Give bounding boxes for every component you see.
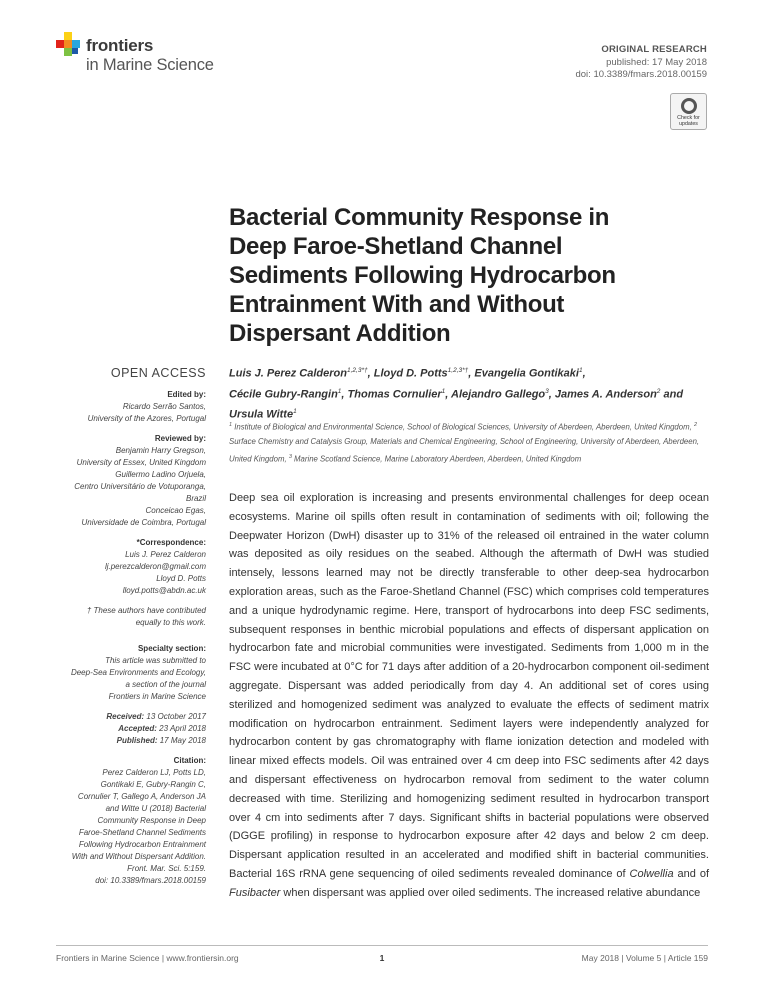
affiliations: $^1$ Institute of Biological and Environmental Science, School of Biological Sciences, University of Aberdeen, Aberdeen, United Kingdom, $^2$ Surface Chemistry and Catalysis Group, Materials and Chemical Engineering, School of Engineering, University of Aberdeen, Aberdeen, United Kingdom, $^3$ Marine Scotland Science, Marine Laboratory Aberdeen, Aberdeen, United Kingdom [229,422,700,464]
email-link[interactable]: lj.perezcalderon@gmail.com [104,562,206,571]
frontiers-logo-icon [56,32,82,62]
author-link[interactable]: James A. Anderson [554,388,657,401]
specialty-section: Specialty section: This article was submitted to Deep-Sea Environments and Ecology, a section of the journal Frontiers in Marine Science [70,644,206,701]
correspondence-section: *Correspondence: Luis J. Perez Calderon lj.perezcalderon@gmail.com Lloyd D. Potts lloyd.potts@abdn.ac.uk [56,537,206,597]
logo-text-frontiers: frontiers [86,36,154,55]
contribution-note: † These authors have contributed equally to this work. [86,606,206,627]
article-sidebar [56,366,206,895]
reviewed-by-section: Reviewed by: Benjamin Harry Gregson, University of Essex, United Kingdom Guillermo Ladino Orjuela, Centro Universitário de Votuporanga, Brazil Conceicao Egas, Universidade de Coimbra, Portugal [74,434,206,527]
footer-journal-link[interactable]: Frontiers in Marine Science | www.frontiersin.org [56,953,239,963]
abstract: Deep sea oil exploration is increasing and presents environmental challenges for deep ocean ecosystems. Marine oil spills often result in contamination of sediments with oil; following the Deepwater Horizon (DwH) disaster up to 31% of the released oil entrained in the water column was deposited as oily residues on the seabed. Although the aftermath of DwH was studied intensely, lessons learned may not be directly transferable to other deep-sea hydrocarbon exploration areas, such as the Faroe-Shetland Channel (FSC) which comprises cold temperatures and a unique hydrodynamic regime. Here, transport of hydrocarbons into deep FSC sediments, subsequent responses in benthic microbial populations and effects of dispersant application on hydrocarbon fate and microbial communities were investigated. Sediments from 1,000 m in the FSC were incubated at 0°C for 71 days after addition of a 20-hydrocarbon component oil-sediment aggregate. Dispersant was added periodically from day 4. An additional set of cores using sterilized and homogenized sediment was analyzed to evaluate the effects of sediment matrix modification on hydrocarbon entrainment. Sediment layers were independently analyzed for hydrocarbon content by gas chromatography with flame ionization detection and modeled with linear mixed effects models. Oil was entrained over 4 cm deep into FSC sediments after 42 days and dispersant effectiveness on hydrocarbon removal from sediment to the water column decreased with time. Sterilizing and homogenizing sediment resulted in hydrocarbon transport over 4 cm into sediments after 7 days. Significant shifts in bacterial populations were observed (DGGE profiling) in response to hydrocarbon exposure after 42 days and below 2 cm deep. Dispersant application resulted in an accelerated and modified shift in bacterial communities. Bacterial 16S rRNA gene sequencing of oiled sediments revealed dominance of Colwellia and of Fusibacter when dispersant was applied over oiled sediments. The increased relative abundance [229,492,709,899]
article-meta [575,44,707,82]
logo-text-journal: in Marine Science [86,56,214,74]
badge-label: Check for updates [677,115,700,127]
article-type: ORIGINAL RESEARCH [601,44,707,55]
author-link[interactable]: Thomas Cornulier [347,388,442,401]
published-date: published: 17 May 2018 [606,56,707,68]
updates-icon [681,98,697,114]
author-link[interactable]: Evangelia Gontikaki [474,367,579,380]
author-link[interactable]: Alejandro Gallego [451,388,546,401]
author-link[interactable]: Lloyd D. Potts [373,367,448,380]
email-link[interactable]: lloyd.potts@abdn.ac.uk [122,586,206,595]
open-access-label: OPEN ACCESS [110,366,206,380]
author-link[interactable]: Cécile Gubry-Rangin [229,388,338,401]
author-link[interactable]: Ursula Witte [229,408,294,421]
page-number: 1 [379,953,385,963]
footer-issue-info: May 2018 | Volume 5 | Article 159 [581,953,708,963]
journal-logo[interactable] [56,30,236,80]
edited-by-section: Edited by: Ricardo Serrão Santos, University of the Azores, Portugal [87,390,206,423]
footer-divider [56,945,708,946]
dates-section: Received: 13 October 2017 Accepted: 23 April 2018 Published: 17 May 2018 [106,712,206,745]
author-list: Luis J. Perez Calderon$^{1,2,3*\dagger}$, Lloyd D. Potts$^{1,2,3*\dagger}$, Evangelia Gontikaki$^1$, Cécile Gubry-Rangin$^1$, Thomas Cornulier$^1$, Alejandro Gallego$^3$, James A. Anderson$^2$ and Ursula Witte$^1$ [229,367,684,421]
doi-link[interactable]: doi: 10.3389/fmars.2018.00159 [575,69,707,80]
check-for-updates-button[interactable] [670,93,707,130]
article-title: Bacterial Community Response in Deep Faroe-Shetland Channel Sediments Following Hydrocarbon Entrainment With and Without Dispersant Addition [229,204,616,347]
citation-section: Citation: Perez Calderon LJ, Potts LD, Gontikaki E, Gubry-Rangin C, Cornulier T, Gallego A, Anderson JA and Witte U (2018) Bacterial Community Response in Deep Faroe-Shetland Channel Sediments Following Hydrocarbon Entrainment With and Without Dispersant Addition. Front. Mar. Sci. 5:159. doi: 10.3389/fmars.2018.00159 [71,756,206,885]
author-link[interactable]: Luis J. Perez Calderon [229,367,347,380]
